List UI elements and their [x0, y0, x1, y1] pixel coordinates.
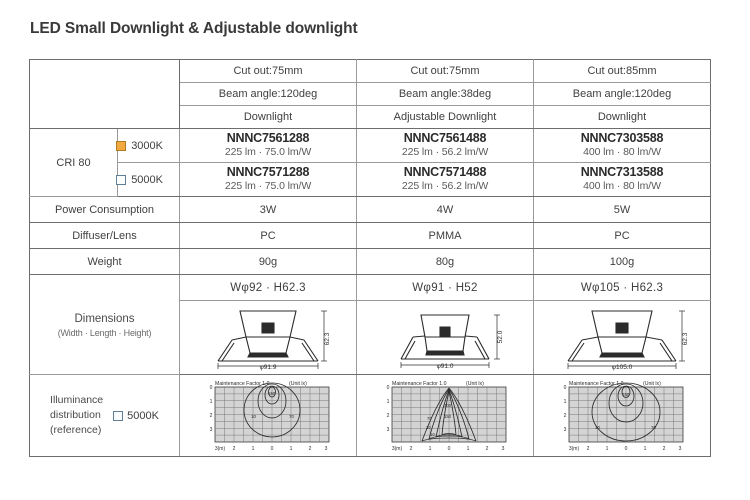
x-tick: 2	[308, 445, 312, 452]
contour-label: 300	[444, 402, 451, 408]
contour-label: 150	[268, 390, 276, 396]
model-spec: 400 lm · 80 lm/W	[583, 146, 661, 159]
dimension-value-col3: Wφ105 · H62.3	[534, 275, 711, 301]
diffuser-col3: PC	[534, 223, 711, 249]
x-tick: 3(m)	[391, 445, 403, 452]
x-tick: 3	[678, 445, 682, 452]
row-label-diffuser: Diffuser/Lens	[30, 223, 180, 249]
chart-title: Maintenance Factor 1.0	[392, 380, 447, 387]
contour-label: 150	[444, 413, 451, 419]
y-tick: 1	[386, 398, 390, 405]
illuminance-distribution-chart-2	[370, 377, 520, 455]
contour-label: 10	[251, 413, 256, 419]
color-swatch-5000k-icon	[113, 411, 123, 421]
header-cutout-col2: Cut out:75mm	[357, 60, 534, 83]
downlight-section-drawing-3	[542, 303, 702, 373]
illuminance-distribution-chart-3	[547, 377, 697, 455]
x-tick: 3(m)	[214, 445, 226, 452]
table-row-illuminance	[30, 375, 711, 457]
dimensions-label: Dimensions	[74, 312, 135, 325]
model-name: NNNC7561488	[403, 130, 487, 145]
header-type-col2: Adjustable Downlight	[357, 106, 534, 129]
dimensions-label-cell	[30, 275, 180, 375]
x-tick: 1	[428, 445, 432, 452]
dimension-width-label: φ105.0	[611, 363, 633, 371]
header-cutout-col3: Cut out:85mm	[534, 60, 711, 83]
model-name: NNNC7561288	[226, 130, 310, 145]
x-tick: 3	[324, 445, 328, 452]
y-tick: 2	[386, 412, 390, 419]
model-cell-3000k-col1	[180, 129, 357, 163]
x-tick: 3(m)	[568, 445, 580, 452]
x-tick: 2	[662, 445, 666, 452]
illuminance-label-cell	[30, 375, 180, 457]
kelvin-label-3000k: 3000K	[131, 139, 163, 152]
x-tick: 2	[485, 445, 489, 452]
illuminance-label-line1: Illuminance	[50, 393, 104, 406]
kelvin-label-5000k: 5000K	[131, 173, 163, 186]
weight-col2: 80g	[357, 249, 534, 275]
x-tick: 0	[447, 445, 451, 452]
model-spec: 400 lm · 80 lm/W	[583, 180, 661, 193]
y-tick: 0	[563, 384, 567, 391]
dimension-value-col2: Wφ91 · H52	[357, 275, 534, 301]
table-row-cri80-5000k	[30, 163, 711, 197]
dimension-width-label: φ91.0	[436, 362, 454, 370]
table-row-weight	[30, 249, 711, 275]
dimension-drawing-col3	[534, 301, 711, 375]
illuminance-label-line2: distribution	[50, 408, 101, 421]
x-tick: 2	[586, 445, 590, 452]
dimension-drawing-col2	[357, 301, 534, 375]
page-title: LED Small Downlight & Adjustable downlight	[30, 20, 358, 37]
x-tick: 1	[289, 445, 293, 452]
diffuser-col2: PMMA	[357, 223, 534, 249]
x-tick: 2	[409, 445, 413, 452]
illuminance-kelvin	[113, 410, 159, 422]
color-swatch-3000k-icon	[116, 141, 126, 151]
model-cell-3000k-col3	[534, 129, 711, 163]
contour-label: 70	[289, 413, 294, 419]
y-tick: 1	[209, 398, 213, 405]
illuminance-distribution-chart-1	[193, 377, 343, 455]
dimensions-sublabel: (Width · Length · Height)	[57, 328, 152, 339]
contour-label: 70	[651, 424, 656, 430]
chart-unit: (Unit lx)	[289, 380, 307, 387]
contour-label: 10	[595, 424, 600, 430]
downlight-section-drawing-1	[188, 303, 348, 373]
dimension-drawing-col1	[180, 301, 357, 375]
y-tick: 0	[209, 384, 213, 391]
illuminance-kelvin-label: 5000K	[127, 409, 159, 422]
table-row-dimensions-values	[30, 275, 711, 301]
dimension-height-label: 52.0	[497, 330, 504, 343]
chart-unit: (Unit lx)	[466, 380, 484, 387]
model-spec: 225 lm · 56.2 lm/W	[401, 180, 489, 193]
dimension-height-label: 62.3	[682, 332, 689, 345]
model-cell-5000k-col1	[180, 163, 357, 197]
header-beam-col3: Beam angle:120deg	[534, 83, 711, 106]
header-type-col3: Downlight	[534, 106, 711, 129]
table-row-cri80-3000k	[30, 129, 711, 163]
power-col2: 4W	[357, 197, 534, 223]
chart-unit: (Unit lx)	[643, 380, 661, 387]
illuminance-chart-col1	[180, 375, 357, 457]
illuminance-label-line3: (reference)	[50, 424, 102, 437]
x-tick: 3	[501, 445, 505, 452]
header-blank-cell	[30, 60, 180, 129]
y-tick: 3	[386, 426, 390, 433]
model-cell-5000k-col2	[357, 163, 534, 197]
y-tick: 3	[209, 426, 213, 433]
x-tick: 1	[466, 445, 470, 452]
row-label-weight: Weight	[30, 249, 180, 275]
cri-label: CRI 80	[56, 156, 91, 169]
y-tick: 0	[386, 384, 390, 391]
x-tick: 2	[232, 445, 236, 452]
y-tick: 1	[563, 398, 567, 405]
table-row-diffuser-lens	[30, 223, 711, 249]
chart-title: Maintenance Factor 1.0	[569, 380, 624, 387]
weight-col1: 90g	[180, 249, 357, 275]
color-swatch-5000k-icon	[116, 175, 126, 185]
illuminance-chart-col3	[534, 375, 711, 457]
y-tick: 2	[563, 412, 567, 419]
model-name: NNNC7571488	[403, 164, 487, 179]
x-tick: 0	[624, 445, 628, 452]
power-col3: 5W	[534, 197, 711, 223]
dimension-height-label: 62.3	[324, 332, 331, 345]
contour-label: 70	[427, 415, 432, 421]
illuminance-chart-col2	[357, 375, 534, 457]
kelvin-cell-3000k	[118, 129, 180, 163]
x-tick: 1	[251, 445, 255, 452]
table-header-row-cutout	[30, 60, 711, 83]
contour-label: 30	[426, 424, 431, 430]
cri-label-cell	[30, 129, 118, 197]
y-tick: 2	[209, 412, 213, 419]
model-name: NNNC7313588	[580, 164, 664, 179]
downlight-section-drawing-2	[365, 303, 525, 373]
power-col1: 3W	[180, 197, 357, 223]
model-spec: 225 lm · 56.2 lm/W	[401, 146, 489, 159]
x-tick: 0	[270, 445, 274, 452]
model-spec: 225 lm · 75.0 lm/W	[224, 180, 312, 193]
chart-title: Maintenance Factor 1.0	[215, 380, 270, 387]
model-name: NNNC7303588	[580, 130, 664, 145]
model-spec: 225 lm · 75.0 lm/W	[224, 146, 312, 159]
header-beam-col1: Beam angle:120deg	[180, 83, 357, 106]
kelvin-cell-5000k	[118, 163, 180, 197]
row-label-power: Power Consumption	[30, 197, 180, 223]
table-row-power-consumption	[30, 197, 711, 223]
model-cell-5000k-col3	[534, 163, 711, 197]
model-cell-3000k-col2	[357, 129, 534, 163]
header-cutout-col1: Cut out:75mm	[180, 60, 357, 83]
header-type-col1: Downlight	[180, 106, 357, 129]
illuminance-label	[50, 393, 103, 439]
header-beam-col2: Beam angle:38deg	[357, 83, 534, 106]
contour-label: 150	[622, 391, 630, 397]
dimension-width-label: φ91.9	[259, 363, 277, 371]
x-tick: 1	[605, 445, 609, 452]
specification-table	[29, 59, 711, 457]
model-name: NNNC7571288	[226, 164, 310, 179]
y-tick: 3	[563, 426, 567, 433]
diffuser-col1: PC	[180, 223, 357, 249]
dimension-value-col1: Wφ92 · H62.3	[180, 275, 357, 301]
contour-label: 10	[430, 431, 435, 437]
x-tick: 1	[643, 445, 647, 452]
weight-col3: 100g	[534, 249, 711, 275]
